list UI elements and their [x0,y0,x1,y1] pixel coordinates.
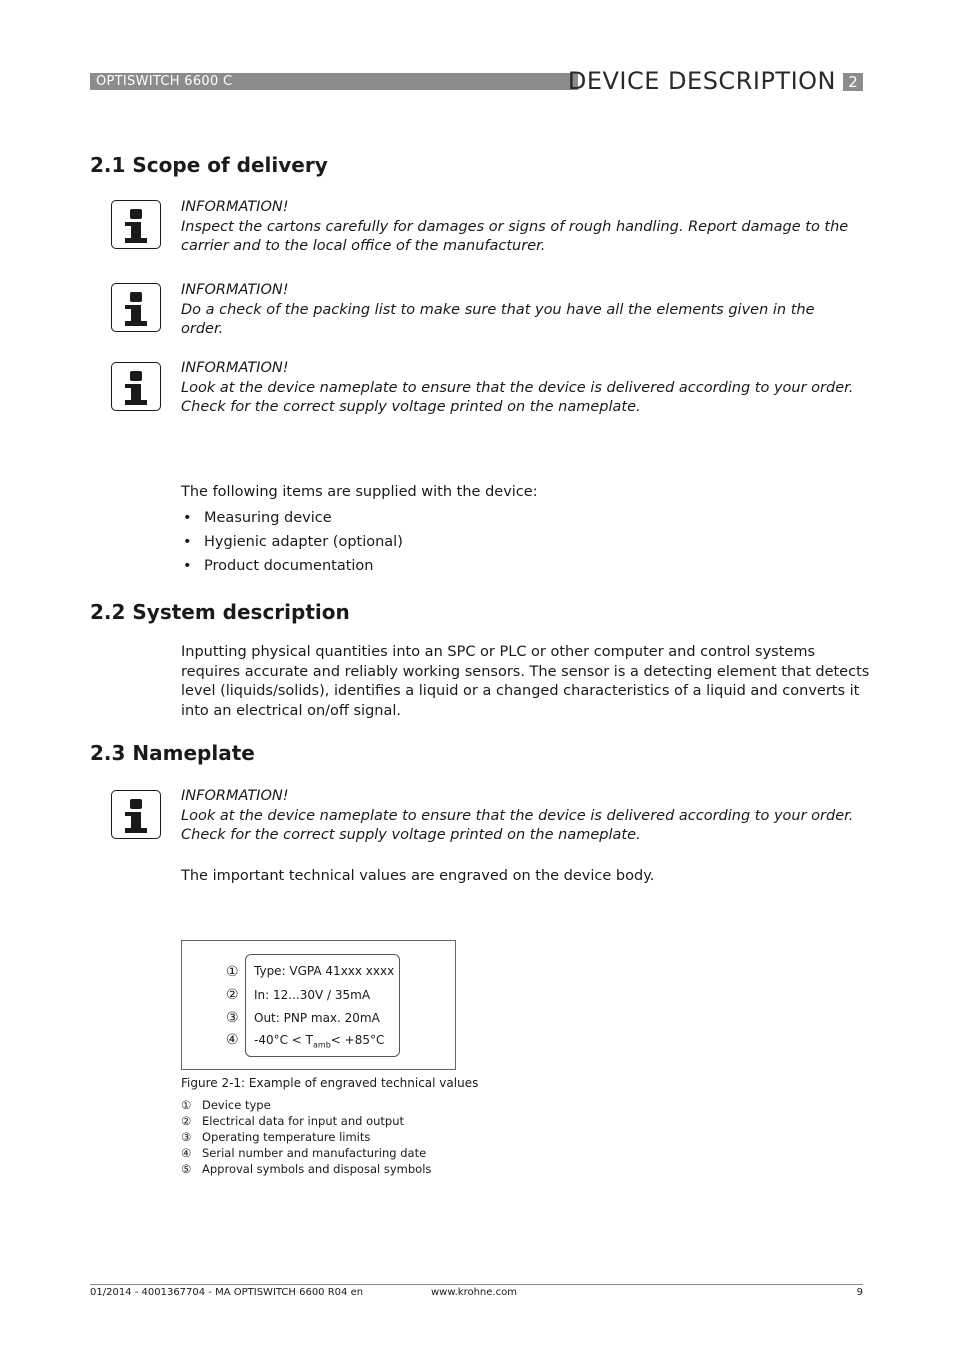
supplied-items-intro: The following items are supplied with the device: [181,484,538,500]
list-item: • Hygienic adapter (optional) [183,530,403,554]
information-icon [111,200,161,249]
page-number: 9 [856,1287,863,1298]
info-note [181,359,861,418]
section-heading-system: 2.2 System description [90,600,350,624]
nameplate-temperature-line: $-40^\circ C < T_{amb}< +85^\circ C$ [254,1033,385,1050]
supplied-items-list [183,506,403,578]
list-item: • Measuring device [183,506,403,530]
legend-item: ④ Serial number and manufacturing date [181,1146,427,1160]
nameplate-type-line: Type: VGPA 41xxx xxxx [254,964,395,978]
information-icon [111,283,161,332]
info-note [181,198,861,257]
header-chapter-title: DEVICE DESCRIPTION [567,67,836,95]
header-product-name: OPTISWITCH 6600 C [96,74,233,89]
nameplate-input-line: In: 12...30V / 35mA [254,988,371,1002]
legend-item: ② Electrical data for input and output [181,1114,404,1128]
footer-document-reference: 01/2014 - 4001367704 - MA OPTISWITCH 6600 R04 en [90,1287,364,1298]
chapter-number-badge: 2 [843,73,863,91]
figure-caption: Figure 2-1: Example of engraved technical values [181,1076,479,1090]
info-note-label: INFORMATION! [181,199,289,215]
info-note-text: Do a check of the packing list to make sure that you have all the elements given in the order. [181,301,815,337]
info-note-label: INFORMATION! [181,360,289,376]
info-note-label: INFORMATION! [181,282,289,298]
info-note [181,787,861,846]
callout-number: ④ [226,1032,239,1048]
nameplate-output-line: Out: PNP max. 20mA [254,1011,380,1025]
section-heading-scope: 2.1 Scope of delivery [90,153,328,177]
section-heading-nameplate: 2.3 Nameplate [90,741,255,765]
legend-item: ③ Operating temperature limits [181,1130,371,1144]
system-description-paragraph: Inputting physical quantities into an SPC or PLC or other computer and control systems requires accurate and reliably working sensors. The sensor is a detecting element that detects level (liquids/solids), identifies a liquid or a changed characteristics of a liquid and converts it into an electrical on/off signal. [181,644,870,719]
callout-number: ① [226,964,239,980]
legend-item: ⑤ Approval symbols and disposal symbols [181,1162,432,1176]
information-icon [111,790,161,839]
list-item: • Product documentation [183,554,403,578]
info-note [181,281,861,340]
info-note-label: INFORMATION! [181,788,289,804]
callout-number: ② [226,987,239,1003]
info-note-text: Look at the device nameplate to ensure that the device is delivered according to your order. Check for the correct supply voltage printed on the nameplate. [181,379,854,415]
info-note-text: Look at the device nameplate to ensure that the device is delivered according to your order. Check for the correct supply voltage printed on the nameplate. [181,807,854,843]
info-note-text: Inspect the cartons carefully for damages or signs of rough handling. Report damage to the carrier and to the local office of the manufacturer. [181,218,849,254]
footer-divider [90,1284,863,1285]
footer-website-link[interactable]: www.krohne.com [431,1287,517,1298]
callout-number: ③ [226,1010,239,1026]
legend-item: ① Device type [181,1098,271,1112]
nameplate-paragraph: The important technical values are engraved on the device body. [181,868,655,884]
information-icon [111,362,161,411]
figure-legend [181,1097,431,1177]
